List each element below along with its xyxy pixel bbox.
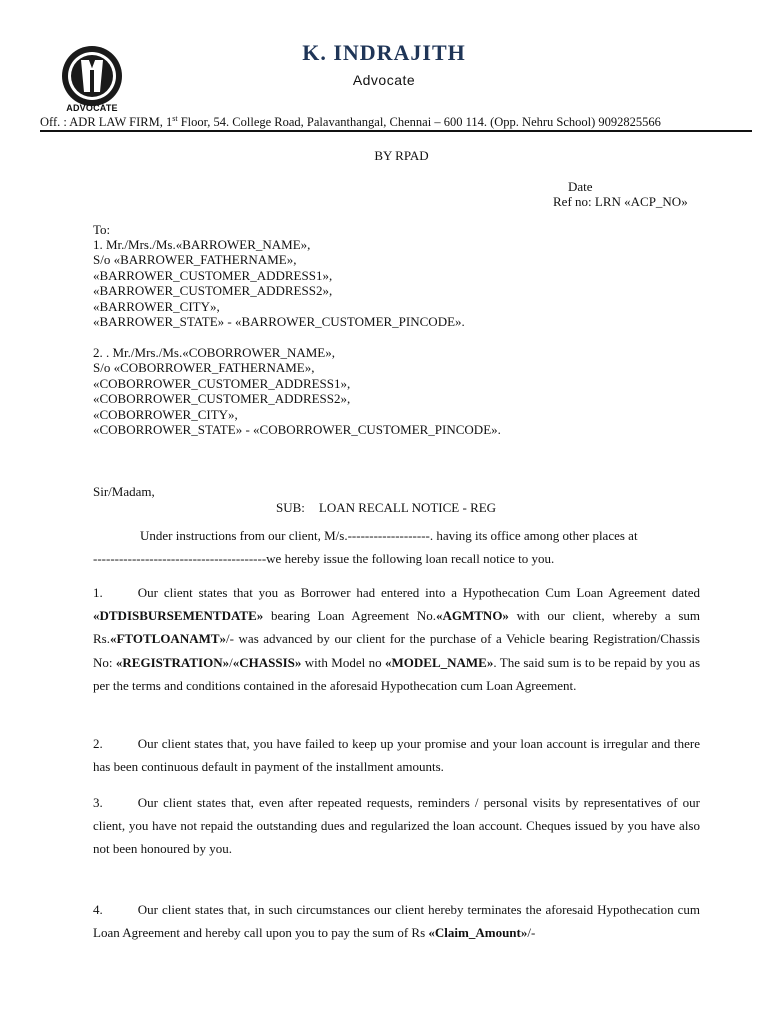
address-line: S/o «COBORROWER_FATHERNAME»,: [93, 360, 315, 376]
paragraph-4: 4. Our client states that, in such circumstances our client hereby terminates the aforesaid Hypothecation cum Loan Agreement and hereby call upon you to pay the sum of Rs «Claim_Amount»/-: [93, 902, 700, 941]
logo-label: ADVOCATE: [66, 103, 118, 113]
to-label: To:: [93, 222, 111, 237]
address-line: «COBORROWER_CUSTOMER_ADDRESS1»,: [93, 375, 351, 391]
paragraph-number: 3.: [93, 795, 103, 810]
header-divider: [40, 130, 752, 132]
paragraph-2: 2. Our client states that, you have failed to keep up your promise and your loan account is irregular and there has been continuous default in payment of the installment amounts.: [93, 736, 700, 775]
advocate-title: Advocate: [352, 72, 416, 88]
borrower-address: [93, 237, 465, 329]
paragraph-number: 4.: [93, 902, 103, 917]
subject-line: [276, 500, 496, 515]
agreement-number-field: «AGMTNO»: [435, 608, 509, 624]
paragraph-number: 2.: [93, 736, 103, 751]
office-address: Off. : ADR LAW FIRM, 1st Floor, 54. College Road, Palavanthangal, Chennai – 600 114. (Opp. Nehru School) 9092825566: [40, 114, 661, 130]
address-line: 1. Mr./Mrs./Ms.«BARROWER_NAME»,: [93, 237, 311, 252]
reference-number: Ref no: LRN «ACP_NO»: [553, 194, 688, 209]
address-line: «COBORROWER_STATE» - «COBORROWER_CUSTOMER_PINCODE».: [93, 422, 501, 438]
paragraph-1: 1. Our client states that you as Borrower had entered into a Hypothecation Cum Loan Agreement dated «DTDISBURSEMENTDATE» bearing Loan Agreement No.«AGMTNO» with our client, whereby a sum Rs.«FTOTLOANAMT»/- was advanced by our client for the purchase of a Vehicle bearing Registration/Chassis No: «REGISTRATION»/«CHASSIS» with Model no «MODEL_NAME». The said sum is to be repaid by you as per the terms and conditions contained in the aforesaid Hypothecation cum Loan Agreement.: [93, 585, 701, 693]
intro-line-2: ----------------------------------------we hereby issue the following loan recall notice to you.: [93, 551, 555, 566]
paragraph-3: 3. Our client states that, even after repeated requests, reminders / personal visits by representatives of our client, you have not repaid the outstanding dues and regularized the loan account. Cheques issued by you have also not been honoured by you.: [93, 795, 700, 857]
address-line: «COBORROWER_CUSTOMER_ADDRESS2»,: [93, 391, 351, 407]
address-line: 2. . Mr./Mrs./Ms.«COBORROWER_NAME»,: [93, 345, 335, 360]
subject-label: SUB:: [276, 500, 305, 515]
salutation: Sir/Madam,: [93, 484, 155, 499]
address-line: «BARROWER_CUSTOMER_ADDRESS2»,: [93, 283, 333, 299]
address-line: «BARROWER_STATE» - «BARROWER_CUSTOMER_PINCODE».: [93, 314, 465, 330]
intro-line-1: Under instructions from our client, M/s.-------------------. having its office among other places at: [140, 528, 638, 543]
address-line: «COBORROWER_CITY»,: [93, 406, 238, 422]
paragraph-number: 1.: [93, 585, 103, 600]
address-line: S/o «BARROWER_FATHERNAME»,: [93, 252, 297, 268]
registration-field: «REGISTRATION»: [115, 654, 230, 670]
subject-text: LOAN RECALL NOTICE - REG: [318, 500, 497, 515]
loan-amount-field: «FTOTLOANAMT»: [109, 631, 227, 647]
chassis-field: «CHASSIS»: [232, 654, 302, 670]
disbursement-date-field: «DTDISBURSEMENTDATE»: [93, 608, 264, 624]
address-line: «BARROWER_CUSTOMER_ADDRESS1»,: [93, 267, 333, 283]
date-label: Date: [568, 179, 593, 194]
coborrower-address: [93, 345, 501, 437]
by-line: BY RPAD: [374, 148, 429, 163]
claim-amount-field: «Claim_Amount»: [428, 925, 528, 941]
advocate-name: K. INDRAJITH: [302, 40, 466, 65]
address-line: «BARROWER_CITY»,: [93, 298, 220, 314]
model-name-field: «MODEL_NAME»: [385, 654, 494, 670]
